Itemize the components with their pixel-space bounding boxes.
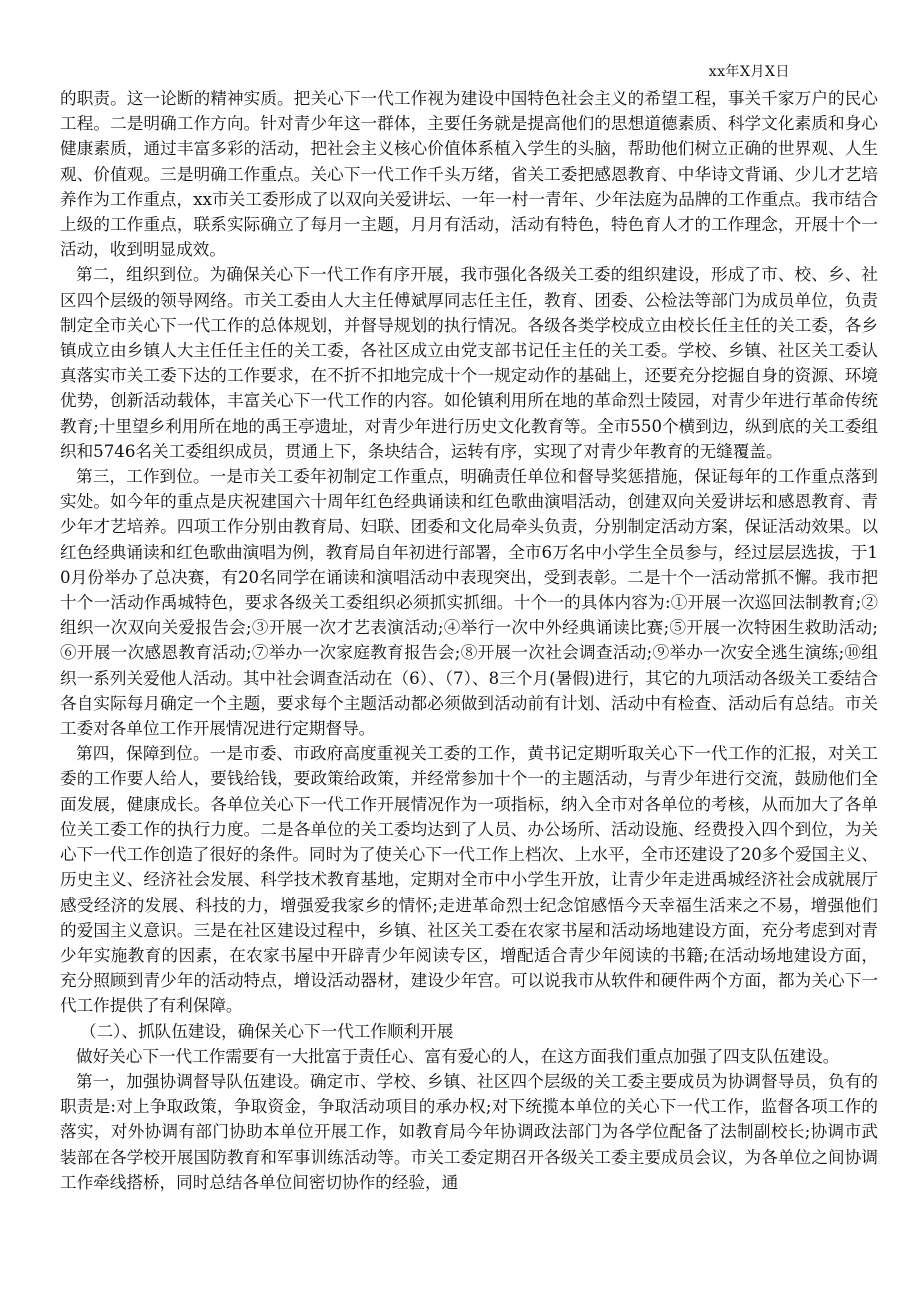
paragraph-guarantee: 第四，保障到位。一是市委、市政府高度重视关工委的工作，黄书记定期听取关心下一代工作的汇报，对关工委的工作要人给人，要钱给钱，要政策给政策，并经常参加十个一的主题活动，与青少年进行交流，鼓励他们全面发展，健康成长。各单位关心下一代工作开展情况作为一项指标，纳入全市对各单位的考核，从而加大了各单位关工委工作的执行力度。二是各单位的关工委均达到了人员、办公场所、活动设施、经费投入四个到位，为关心下一代工作创造了很好的条件。同时为了使关心下一代工作上档次、上水平，全市还建设了20多个爱国主义、历史主义、经济社会发展、科学技术教育基地，定期对全市中小学生开放，让青少年走进禹城经济社会成就展厅感受经济的发展、科技的力，增强爱我家乡的情怀;走进革命烈士纪念馆感悟今天幸福生活来之不易，增强他们的爱国主义意识。三是在社区建设过程中，乡镇、社区关工委在农家书屋和活动场地建设方面，充分考虑到对青少年实施教育的因素，在农家书屋中开辟青少年阅读专区，增配适合青少年阅读的书籍;在活动场地建设方面，充分照顾到青少年的活动特点，增设活动器材，建设少年宫。可以说我市从软件和硬件两个方面，都为关心下一代工作提供了有利保障。 (60, 744, 878, 1016)
paragraph-intro-continuation: 的职责。这一论断的精神实质。把关心下一代工作视为建设中国特色社会主义的希望工程，事关千家万户的民心工程。二是明确工作方向。针对青少年这一群体，主要任务就是提高他们的思想道德素质、科学文化素质和身心健康素质，通过丰富多彩的活动，把社会主义核心价值体系植入学生的头脑，帮助他们树立正确的世界观、人生观、价值观。三是明确工作重点。关心下一代工作千头万绪，省关工委把感恩教育、中华诗文背诵、少儿才艺培养作为工作重点，xx市关工委形成了以双向关爱讲坛、一年一村一青年、少年法庭为品牌的工作重点。我市结合上级的工作重点，联系实际确立了每月一主题，月月有活动，活动有特色，特色育人才的工作理念，开展十个一活动，收到明显成效。 (60, 89, 878, 260)
section-heading-team-building: （二）、抓队伍建设，确保关心下一代工作顺利开展 (80, 1021, 454, 1041)
header-date: xx年X月X日 (708, 64, 790, 80)
paragraph-team-intro: 做好关心下一代工作需要有一大批富于责任心、富有爱心的人，在这方面我们重点加强了四支队伍建设。 (76, 1046, 840, 1066)
paragraph-coordination-team: 第一，加强协调督导队伍建设。确定市、学校、乡镇、社区四个层级的关工委主要成员为协调督导员，负有的职责是:对上争取政策，争取资金，争取活动项目的承办权;对下统揽本单位的关心下一代工作，监督各项工作的落实，对外协调有部门协助本单位开展工作，如教育局今年协调政法部门为各学位配备了法制副校长;协调市武装部在各学校开展国防教育和军事训练活动等。市关工委定期召开各级关工委主要成员会议，为各单位之间协调工作牵线搭桥，同时总结各单位间密切协作的经验，通 (60, 1071, 878, 1192)
paragraph-work: 第三，工作到位。一是市关工委年初制定工作重点，明确责任单位和督导奖惩措施，保证每年的工作重点落到实处。如今年的重点是庆祝建国六十周年红色经典诵读和红色歌曲演唱活动，创建双向关爱讲坛和感恩教育、青少年才艺培养。四项工作分别由教育局、妇联、团委和文化局牵头负责，分别制定活动方案，保证活动效果。以红色经典诵读和红色歌曲演唱为例，教育局自年初进行部署，全市6万名中小学生全员参与，经过层层选拔，于10月份举办了总决赛，有20名同学在诵读和演唱活动中表现突出，受到表彰。二是十个一活动常抓不懈。我市把十个一活动作禹城特色，要求各级关工委组织必须抓实抓细。十个一的具体内容为:①开展一次巡回法制教育;②组织一次双向关爱报告会;③开展一次才艺表演活动;④举行一次中外经典诵读比赛;⑤开展一次特困生救助活动;⑥开展一次感恩教育活动;⑦举办一次家庭教育报告会;⑧开展一次社会调查活动;⑨举办一次安全逃生演练;⑩组织一系列关爱他人活动。其中社会调查活动在（6）、（7）、8三个月(暑假)进行，其它的九项活动各级关工委结合各自实际每月确定一个主题，要求每个主题活动都必须做到活动前有计划、活动中有检查、活动后有总结。市关工委对各单位工作开展情况进行定期督导。 (60, 467, 878, 739)
paragraph-organization: 第二，组织到位。为确保关心下一代工作有序开展，我市强化各级关工委的组织建设，形成了市、校、乡、社区四个层级的领导网络。市关工委由人大主任傅斌厚同志任主任，教育、团委、公检法等部门为成员单位，负责制定全市关心下一代工作的总体规划，并督导规划的执行情况。各级各类学校成立由校长任主任的关工委，各乡镇成立由乡镇人大主任任主任的关工委，各社区成立由党支部书记任主任的关工委。学校、乡镇、社区关工委认真落实市关工委下达的工作要求，在不折不扣地完成十个一规定动作的基础上，还要充分挖掘自身的资源、环境优势，创新活动载体，丰富关心下一代工作的内容。如伦镇利用所在地的革命烈士陵园，对青少年进行革命传统教育;十里望乡利用所在地的禹王亭遗址，对青少年进行历史文化教育等。全市550个横到边，纵到底的关工委组织和5746名关工委组织成员，贯通上下，条块结合，运转有序，实现了对青少年教育的无缝覆盖。 (60, 265, 878, 461)
document-body (60, 86, 878, 1195)
